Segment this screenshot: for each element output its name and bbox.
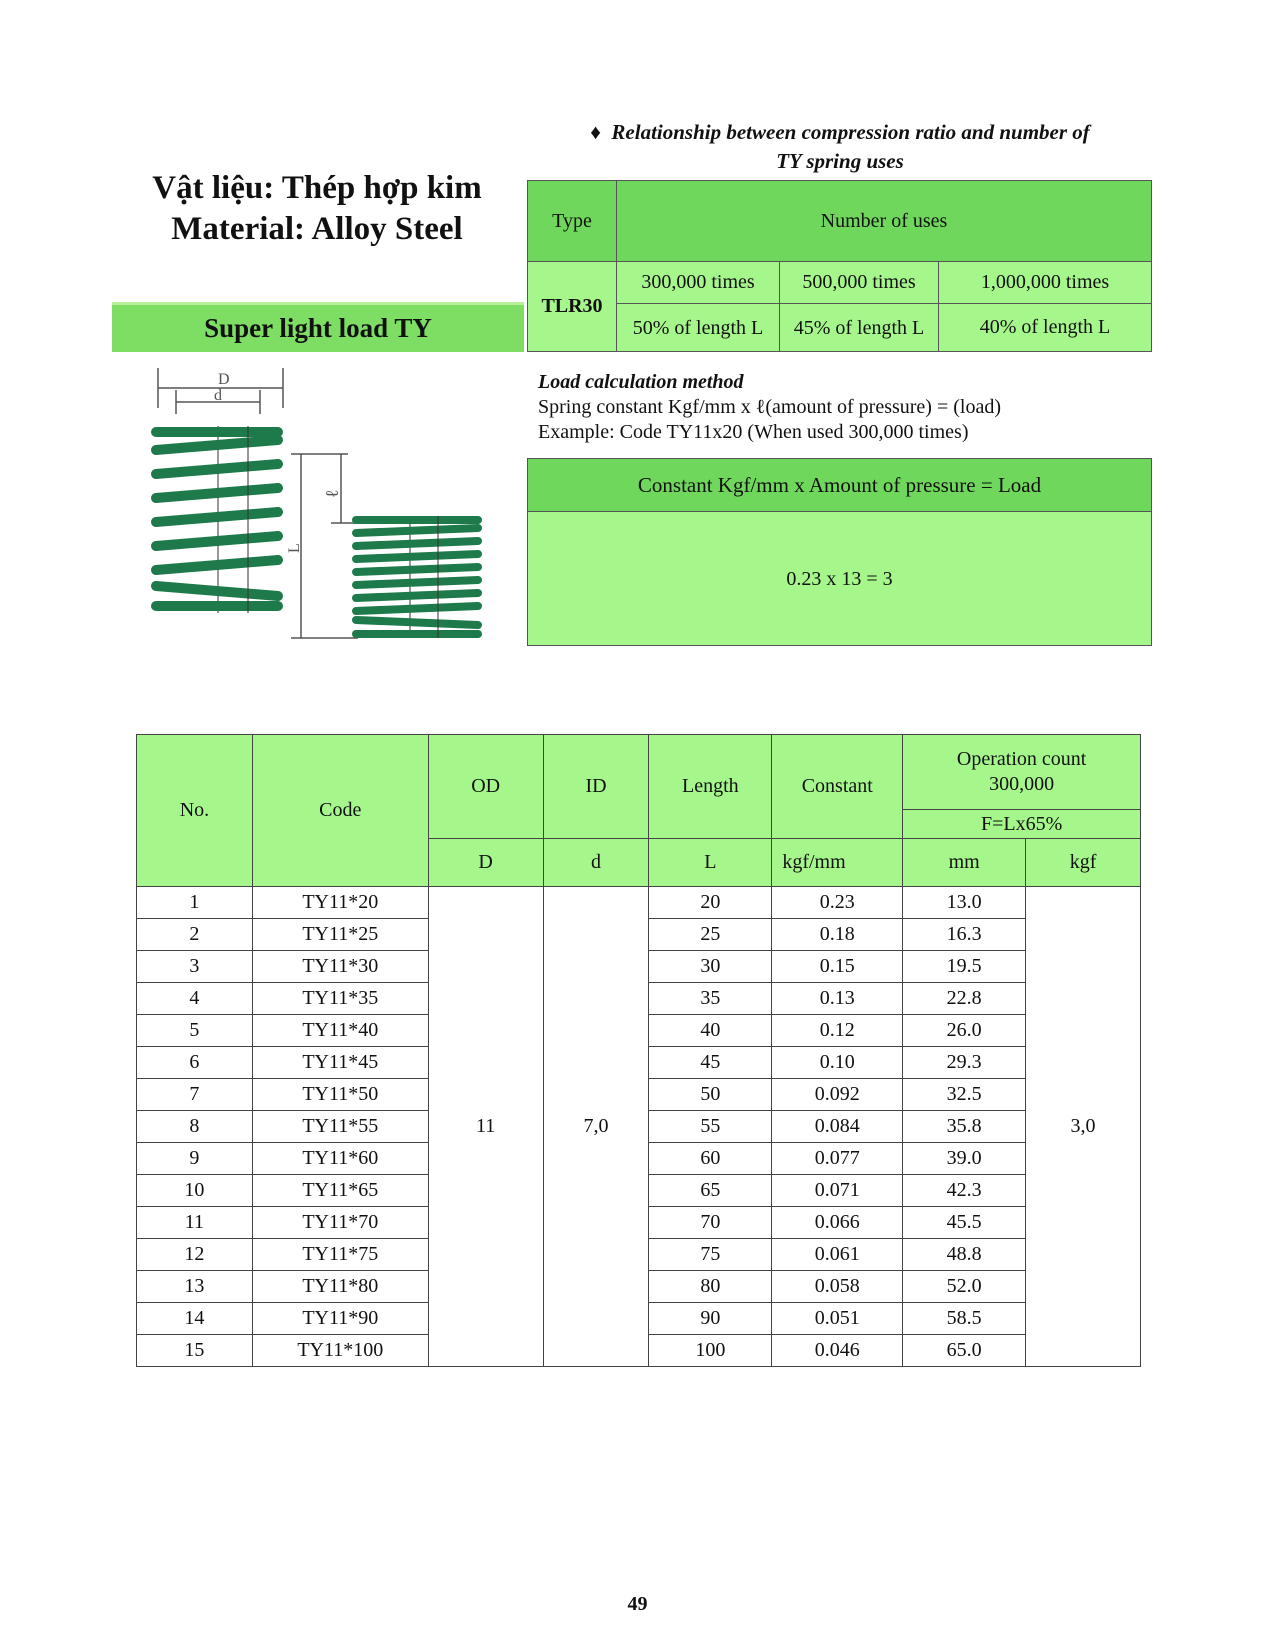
- row-code: TY11*25: [252, 919, 428, 951]
- row-mm: 35.8: [903, 1111, 1026, 1143]
- row-mm: 65.0: [903, 1335, 1026, 1367]
- calculation-box: [527, 458, 1152, 646]
- type-header: Type: [528, 181, 617, 262]
- dim-l-label: ℓ: [322, 489, 342, 498]
- row-code: TY11*30: [252, 951, 428, 983]
- row-length: 25: [649, 919, 772, 951]
- dim-d-label: d: [214, 387, 222, 404]
- row-constant: 0.13: [772, 983, 903, 1015]
- row-code: TY11*45: [252, 1047, 428, 1079]
- row-no: 14: [137, 1303, 253, 1335]
- row-code: TY11*20: [252, 887, 428, 919]
- id-value: 7,0: [543, 887, 649, 1367]
- row-code: TY11*35: [252, 983, 428, 1015]
- row-no: 15: [137, 1335, 253, 1367]
- uses-times-1: 300,000 times: [617, 262, 780, 304]
- free-spring: [156, 426, 278, 613]
- col-header-od: OD: [428, 735, 543, 839]
- col-header-formula: F=Lx65%: [903, 810, 1141, 839]
- row-constant: 0.066: [772, 1207, 903, 1239]
- uses-length-2: 45% of length L: [780, 304, 939, 352]
- row-constant: 0.12: [772, 1015, 903, 1047]
- row-mm: 26.0: [903, 1015, 1026, 1047]
- row-mm: 32.5: [903, 1079, 1026, 1111]
- row-constant: 0.051: [772, 1303, 903, 1335]
- row-constant: 0.23: [772, 887, 903, 919]
- row-constant: 0.084: [772, 1111, 903, 1143]
- dim-D-label: D: [218, 371, 230, 388]
- row-length: 80: [649, 1271, 772, 1303]
- uses-times-2: 500,000 times: [780, 262, 939, 304]
- col-header-id: ID: [543, 735, 649, 839]
- uses-length-1: 50% of length L: [617, 304, 780, 352]
- row-length: 70: [649, 1207, 772, 1239]
- row-no: 6: [137, 1047, 253, 1079]
- sub-header-D: D: [428, 839, 543, 887]
- row-no: 1: [137, 887, 253, 919]
- row-length: 20: [649, 887, 772, 919]
- sub-header-L: L: [649, 839, 772, 887]
- col-header-constant: Constant: [772, 735, 903, 839]
- material-title-en: Material: Alloy Steel: [171, 211, 463, 247]
- calc-formula: Constant Kgf/mm x Amount of pressure = Load: [528, 459, 1151, 512]
- sub-header-unit: kgf/mm: [772, 839, 903, 887]
- row-code: TY11*50: [252, 1079, 428, 1111]
- load-calc-line1: Spring constant Kgf/mm x ℓ(amount of pressure) = (load): [538, 396, 1001, 418]
- row-length: 60: [649, 1143, 772, 1175]
- row-length: 35: [649, 983, 772, 1015]
- spec-table: [136, 734, 1141, 1367]
- kgf-value: 3,0: [1026, 887, 1141, 1367]
- row-mm: 45.5: [903, 1207, 1026, 1239]
- row-no: 8: [137, 1111, 253, 1143]
- row-mm: 52.0: [903, 1271, 1026, 1303]
- row-code: TY11*80: [252, 1271, 428, 1303]
- relationship-title-line2: TY spring uses: [776, 149, 904, 173]
- row-constant: 0.061: [772, 1239, 903, 1271]
- col-header-code: Code: [252, 735, 428, 887]
- col-header-no: No.: [137, 735, 253, 887]
- uses-length-3: 40% of length L: [939, 304, 1152, 352]
- row-length: 90: [649, 1303, 772, 1335]
- operation-label: Operation count: [956, 748, 1087, 770]
- row-constant: 0.18: [772, 919, 903, 951]
- row-no: 10: [137, 1175, 253, 1207]
- row-no: 12: [137, 1239, 253, 1271]
- row-constant: 0.15: [772, 951, 903, 983]
- row-mm: 13.0: [903, 887, 1026, 919]
- dim-L-label: L: [286, 543, 303, 553]
- row-mm: 29.3: [903, 1047, 1026, 1079]
- od-value: 11: [428, 887, 543, 1367]
- row-mm: 16.3: [903, 919, 1026, 951]
- spring-diagram: [148, 368, 508, 658]
- row-constant: 0.077: [772, 1143, 903, 1175]
- operation-count: 300,000: [989, 773, 1055, 795]
- material-title: [112, 168, 522, 250]
- row-constant: 0.092: [772, 1079, 903, 1111]
- row-code: TY11*40: [252, 1015, 428, 1047]
- row-mm: 42.3: [903, 1175, 1026, 1207]
- type-value: TLR30: [528, 262, 617, 352]
- row-mm: 48.8: [903, 1239, 1026, 1271]
- row-mm: 22.8: [903, 983, 1026, 1015]
- spec-table-body: [137, 887, 1141, 1367]
- row-code: TY11*65: [252, 1175, 428, 1207]
- row-length: 40: [649, 1015, 772, 1047]
- row-code: TY11*100: [252, 1335, 428, 1367]
- row-no: 9: [137, 1143, 253, 1175]
- table-row: [137, 887, 1141, 919]
- relationship-title: [530, 118, 1150, 176]
- row-length: 30: [649, 951, 772, 983]
- compressed-spring: [356, 516, 478, 638]
- row-mm: 58.5: [903, 1303, 1026, 1335]
- relationship-title-line1: Relationship between compression ratio and number of: [611, 120, 1090, 144]
- row-code: TY11*60: [252, 1143, 428, 1175]
- row-mm: 19.5: [903, 951, 1026, 983]
- spring-diagram-svg: [148, 368, 508, 653]
- load-calc-title: Load calculation method: [538, 371, 744, 393]
- row-no: 7: [137, 1079, 253, 1111]
- calc-example: 0.23 x 13 = 3: [786, 567, 893, 590]
- relationship-table: [527, 180, 1152, 352]
- row-length: 65: [649, 1175, 772, 1207]
- row-no: 2: [137, 919, 253, 951]
- load-calc-line2: Example: Code TY11x20 (When used 300,000 times): [538, 421, 969, 443]
- col-header-operation: [903, 735, 1141, 810]
- sub-header-mm: mm: [903, 839, 1026, 887]
- row-code: TY11*90: [252, 1303, 428, 1335]
- row-no: 13: [137, 1271, 253, 1303]
- row-constant: 0.10: [772, 1047, 903, 1079]
- col-header-length: Length: [649, 735, 772, 839]
- row-constant: 0.046: [772, 1335, 903, 1367]
- row-no: 3: [137, 951, 253, 983]
- bullet-icon: ♦: [590, 120, 601, 144]
- sub-header-kgf: kgf: [1026, 839, 1141, 887]
- material-title-vi: Vật liệu: Thép hợp kim: [152, 170, 482, 206]
- row-mm: 39.0: [903, 1143, 1026, 1175]
- section-heading-label: Super light load TY: [204, 313, 432, 343]
- section-heading: [112, 302, 524, 352]
- row-length: 75: [649, 1239, 772, 1271]
- row-code: TY11*75: [252, 1239, 428, 1271]
- load-calculation: [538, 370, 1001, 445]
- row-length: 55: [649, 1111, 772, 1143]
- row-constant: 0.071: [772, 1175, 903, 1207]
- row-no: 11: [137, 1207, 253, 1239]
- uses-header: Number of uses: [617, 181, 1152, 262]
- row-length: 100: [649, 1335, 772, 1367]
- row-no: 5: [137, 1015, 253, 1047]
- page-number: 49: [627, 1593, 648, 1615]
- sub-header-d: d: [543, 839, 649, 887]
- row-length: 45: [649, 1047, 772, 1079]
- row-code: TY11*70: [252, 1207, 428, 1239]
- uses-times-3: 1,000,000 times: [939, 262, 1152, 304]
- row-length: 50: [649, 1079, 772, 1111]
- row-constant: 0.058: [772, 1271, 903, 1303]
- row-code: TY11*55: [252, 1111, 428, 1143]
- row-no: 4: [137, 983, 253, 1015]
